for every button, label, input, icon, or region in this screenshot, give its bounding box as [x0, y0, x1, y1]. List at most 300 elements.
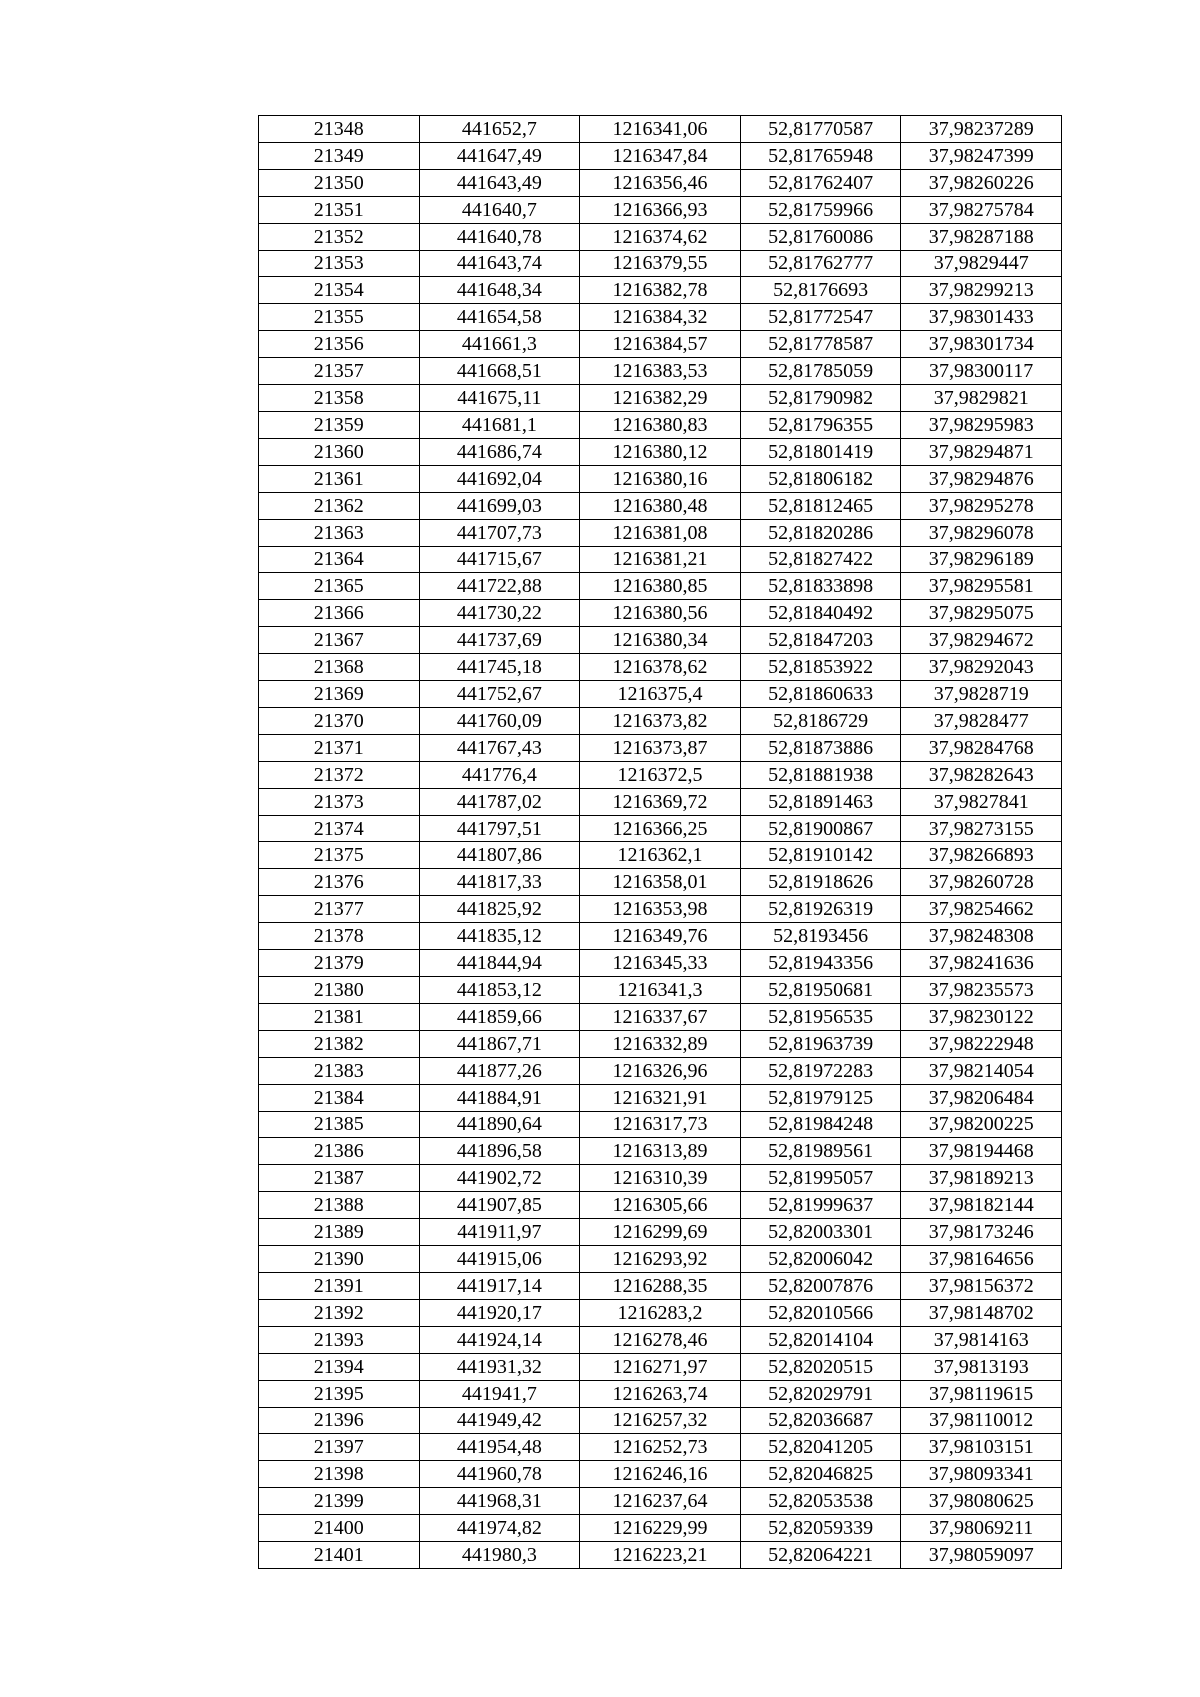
x-coordinate-cell: 441760,09: [419, 707, 580, 734]
y-coordinate-cell: 1216229,99: [580, 1515, 741, 1542]
table-row: [259, 1003, 1062, 1030]
latitude-cell: 52,81963739: [740, 1030, 901, 1057]
latitude-cell: 52,81853922: [740, 654, 901, 681]
latitude-cell: 52,81910142: [740, 842, 901, 869]
y-coordinate-cell: 1216263,74: [580, 1380, 741, 1407]
longitude-cell: 37,98254662: [901, 896, 1062, 923]
x-coordinate-cell: 441643,74: [419, 250, 580, 277]
latitude-cell: 52,81989561: [740, 1138, 901, 1165]
longitude-cell: 37,9828477: [901, 707, 1062, 734]
longitude-cell: 37,98093341: [901, 1461, 1062, 1488]
longitude-cell: 37,9828719: [901, 681, 1062, 708]
latitude-cell: 52,81995057: [740, 1165, 901, 1192]
point-number-cell: 21355: [259, 304, 420, 331]
table-row: [259, 654, 1062, 681]
x-coordinate-cell: 441825,92: [419, 896, 580, 923]
longitude-cell: 37,98301433: [901, 304, 1062, 331]
longitude-cell: 37,98294871: [901, 438, 1062, 465]
latitude-cell: 52,81833898: [740, 573, 901, 600]
table-row: [259, 358, 1062, 385]
table-row: [259, 304, 1062, 331]
table-row: [259, 492, 1062, 519]
longitude-cell: 37,9814163: [901, 1326, 1062, 1353]
point-number-cell: 21384: [259, 1084, 420, 1111]
x-coordinate-cell: 441692,04: [419, 465, 580, 492]
latitude-cell: 52,82007876: [740, 1272, 901, 1299]
x-coordinate-cell: 441730,22: [419, 600, 580, 627]
point-number-cell: 21373: [259, 788, 420, 815]
longitude-cell: 37,98194468: [901, 1138, 1062, 1165]
coordinates-table-body: [259, 116, 1062, 1569]
longitude-cell: 37,98103151: [901, 1434, 1062, 1461]
latitude-cell: 52,81873886: [740, 734, 901, 761]
y-coordinate-cell: 1216246,16: [580, 1461, 741, 1488]
latitude-cell: 52,82059339: [740, 1515, 901, 1542]
longitude-cell: 37,98156372: [901, 1272, 1062, 1299]
latitude-cell: 52,81827422: [740, 546, 901, 573]
point-number-cell: 21360: [259, 438, 420, 465]
table-row: [259, 869, 1062, 896]
table-row: [259, 1192, 1062, 1219]
y-coordinate-cell: 1216332,89: [580, 1030, 741, 1057]
longitude-cell: 37,98296078: [901, 519, 1062, 546]
point-number-cell: 21353: [259, 250, 420, 277]
y-coordinate-cell: 1216317,73: [580, 1111, 741, 1138]
y-coordinate-cell: 1216380,16: [580, 465, 741, 492]
y-coordinate-cell: 1216237,64: [580, 1488, 741, 1515]
longitude-cell: 37,98148702: [901, 1299, 1062, 1326]
x-coordinate-cell: 441980,3: [419, 1542, 580, 1569]
longitude-cell: 37,98275784: [901, 196, 1062, 223]
latitude-cell: 52,81891463: [740, 788, 901, 815]
point-number-cell: 21349: [259, 142, 420, 169]
x-coordinate-cell: 441949,42: [419, 1407, 580, 1434]
latitude-cell: 52,81984248: [740, 1111, 901, 1138]
table-row: [259, 196, 1062, 223]
x-coordinate-cell: 441924,14: [419, 1326, 580, 1353]
x-coordinate-cell: 441974,82: [419, 1515, 580, 1542]
y-coordinate-cell: 1216278,46: [580, 1326, 741, 1353]
y-coordinate-cell: 1216257,32: [580, 1407, 741, 1434]
longitude-cell: 37,98059097: [901, 1542, 1062, 1569]
y-coordinate-cell: 1216378,62: [580, 654, 741, 681]
latitude-cell: 52,81926319: [740, 896, 901, 923]
y-coordinate-cell: 1216380,34: [580, 627, 741, 654]
x-coordinate-cell: 441915,06: [419, 1246, 580, 1273]
y-coordinate-cell: 1216380,83: [580, 411, 741, 438]
point-number-cell: 21352: [259, 223, 420, 250]
table-row: [259, 1057, 1062, 1084]
x-coordinate-cell: 441797,51: [419, 815, 580, 842]
point-number-cell: 21400: [259, 1515, 420, 1542]
point-number-cell: 21361: [259, 465, 420, 492]
point-number-cell: 21389: [259, 1219, 420, 1246]
longitude-cell: 37,9827841: [901, 788, 1062, 815]
x-coordinate-cell: 441745,18: [419, 654, 580, 681]
point-number-cell: 21381: [259, 1003, 420, 1030]
x-coordinate-cell: 441954,48: [419, 1434, 580, 1461]
latitude-cell: 52,81796355: [740, 411, 901, 438]
table-row: [259, 1030, 1062, 1057]
latitude-cell: 52,82036687: [740, 1407, 901, 1434]
point-number-cell: 21385: [259, 1111, 420, 1138]
x-coordinate-cell: 441640,78: [419, 223, 580, 250]
point-number-cell: 21383: [259, 1057, 420, 1084]
point-number-cell: 21354: [259, 277, 420, 304]
coordinates-table: [258, 115, 1062, 1569]
longitude-cell: 37,98206484: [901, 1084, 1062, 1111]
longitude-cell: 37,98119615: [901, 1380, 1062, 1407]
point-number-cell: 21372: [259, 761, 420, 788]
longitude-cell: 37,98295581: [901, 573, 1062, 600]
latitude-cell: 52,82003301: [740, 1219, 901, 1246]
y-coordinate-cell: 1216288,35: [580, 1272, 741, 1299]
point-number-cell: 21398: [259, 1461, 420, 1488]
y-coordinate-cell: 1216373,82: [580, 707, 741, 734]
y-coordinate-cell: 1216366,25: [580, 815, 741, 842]
latitude-cell: 52,81762407: [740, 169, 901, 196]
longitude-cell: 37,98287188: [901, 223, 1062, 250]
latitude-cell: 52,81979125: [740, 1084, 901, 1111]
x-coordinate-cell: 441844,94: [419, 950, 580, 977]
longitude-cell: 37,98260728: [901, 869, 1062, 896]
table-row: [259, 277, 1062, 304]
y-coordinate-cell: 1216356,46: [580, 169, 741, 196]
table-row: [259, 788, 1062, 815]
x-coordinate-cell: 441737,69: [419, 627, 580, 654]
table-row: [259, 169, 1062, 196]
longitude-cell: 37,98294876: [901, 465, 1062, 492]
longitude-cell: 37,9813193: [901, 1353, 1062, 1380]
table-row: [259, 519, 1062, 546]
latitude-cell: 52,81778587: [740, 331, 901, 358]
point-number-cell: 21370: [259, 707, 420, 734]
y-coordinate-cell: 1216381,08: [580, 519, 741, 546]
point-number-cell: 21394: [259, 1353, 420, 1380]
table-row: [259, 1219, 1062, 1246]
table-row: [259, 250, 1062, 277]
point-number-cell: 21357: [259, 358, 420, 385]
latitude-cell: 52,82006042: [740, 1246, 901, 1273]
x-coordinate-cell: 441668,51: [419, 358, 580, 385]
x-coordinate-cell: 441960,78: [419, 1461, 580, 1488]
table-row: [259, 1111, 1062, 1138]
longitude-cell: 37,98110012: [901, 1407, 1062, 1434]
longitude-cell: 37,98294672: [901, 627, 1062, 654]
point-number-cell: 21358: [259, 385, 420, 412]
y-coordinate-cell: 1216383,53: [580, 358, 741, 385]
x-coordinate-cell: 441859,66: [419, 1003, 580, 1030]
table-row: [259, 1461, 1062, 1488]
point-number-cell: 21382: [259, 1030, 420, 1057]
table-row: [259, 681, 1062, 708]
latitude-cell: 52,82029791: [740, 1380, 901, 1407]
y-coordinate-cell: 1216283,2: [580, 1299, 741, 1326]
x-coordinate-cell: 441941,7: [419, 1380, 580, 1407]
x-coordinate-cell: 441661,3: [419, 331, 580, 358]
latitude-cell: 52,81765948: [740, 142, 901, 169]
table-row: [259, 600, 1062, 627]
table-row: [259, 842, 1062, 869]
latitude-cell: 52,81759966: [740, 196, 901, 223]
point-number-cell: 21386: [259, 1138, 420, 1165]
y-coordinate-cell: 1216299,69: [580, 1219, 741, 1246]
table-row: [259, 223, 1062, 250]
y-coordinate-cell: 1216223,21: [580, 1542, 741, 1569]
longitude-cell: 37,98273155: [901, 815, 1062, 842]
latitude-cell: 52,82020515: [740, 1353, 901, 1380]
x-coordinate-cell: 441654,58: [419, 304, 580, 331]
longitude-cell: 37,98295278: [901, 492, 1062, 519]
x-coordinate-cell: 441835,12: [419, 923, 580, 950]
x-coordinate-cell: 441686,74: [419, 438, 580, 465]
y-coordinate-cell: 1216380,12: [580, 438, 741, 465]
x-coordinate-cell: 441817,33: [419, 869, 580, 896]
x-coordinate-cell: 441911,97: [419, 1219, 580, 1246]
x-coordinate-cell: 441767,43: [419, 734, 580, 761]
y-coordinate-cell: 1216341,3: [580, 977, 741, 1004]
y-coordinate-cell: 1216379,55: [580, 250, 741, 277]
point-number-cell: 21348: [259, 116, 420, 143]
longitude-cell: 37,98069211: [901, 1515, 1062, 1542]
point-number-cell: 21371: [259, 734, 420, 761]
x-coordinate-cell: 441890,64: [419, 1111, 580, 1138]
x-coordinate-cell: 441776,4: [419, 761, 580, 788]
y-coordinate-cell: 1216382,29: [580, 385, 741, 412]
latitude-cell: 52,81770587: [740, 116, 901, 143]
point-number-cell: 21375: [259, 842, 420, 869]
point-number-cell: 21387: [259, 1165, 420, 1192]
y-coordinate-cell: 1216380,85: [580, 573, 741, 600]
table-row: [259, 815, 1062, 842]
latitude-cell: 52,8176693: [740, 277, 901, 304]
latitude-cell: 52,81760086: [740, 223, 901, 250]
table-row: [259, 950, 1062, 977]
latitude-cell: 52,81772547: [740, 304, 901, 331]
point-number-cell: 21393: [259, 1326, 420, 1353]
longitude-cell: 37,98235573: [901, 977, 1062, 1004]
y-coordinate-cell: 1216380,48: [580, 492, 741, 519]
latitude-cell: 52,82053538: [740, 1488, 901, 1515]
x-coordinate-cell: 441640,7: [419, 196, 580, 223]
y-coordinate-cell: 1216271,97: [580, 1353, 741, 1380]
table-row: [259, 707, 1062, 734]
x-coordinate-cell: 441920,17: [419, 1299, 580, 1326]
latitude-cell: 52,81918626: [740, 869, 901, 896]
longitude-cell: 37,98080625: [901, 1488, 1062, 1515]
latitude-cell: 52,82041205: [740, 1434, 901, 1461]
latitude-cell: 52,81972283: [740, 1057, 901, 1084]
point-number-cell: 21391: [259, 1272, 420, 1299]
y-coordinate-cell: 1216373,87: [580, 734, 741, 761]
x-coordinate-cell: 441647,49: [419, 142, 580, 169]
x-coordinate-cell: 441931,32: [419, 1353, 580, 1380]
y-coordinate-cell: 1216381,21: [580, 546, 741, 573]
x-coordinate-cell: 441884,91: [419, 1084, 580, 1111]
y-coordinate-cell: 1216337,67: [580, 1003, 741, 1030]
longitude-cell: 37,98301734: [901, 331, 1062, 358]
longitude-cell: 37,98173246: [901, 1219, 1062, 1246]
latitude-cell: 52,8186729: [740, 707, 901, 734]
table-row: [259, 116, 1062, 143]
longitude-cell: 37,98282643: [901, 761, 1062, 788]
table-row: [259, 142, 1062, 169]
y-coordinate-cell: 1216305,66: [580, 1192, 741, 1219]
point-number-cell: 21378: [259, 923, 420, 950]
longitude-cell: 37,98295075: [901, 600, 1062, 627]
y-coordinate-cell: 1216252,73: [580, 1434, 741, 1461]
y-coordinate-cell: 1216375,4: [580, 681, 741, 708]
table-row: [259, 1326, 1062, 1353]
table-row: [259, 923, 1062, 950]
longitude-cell: 37,98241636: [901, 950, 1062, 977]
latitude-cell: 52,81790982: [740, 385, 901, 412]
x-coordinate-cell: 441853,12: [419, 977, 580, 1004]
longitude-cell: 37,98189213: [901, 1165, 1062, 1192]
table-row: [259, 546, 1062, 573]
x-coordinate-cell: 441715,67: [419, 546, 580, 573]
table-row: [259, 977, 1062, 1004]
latitude-cell: 52,81820286: [740, 519, 901, 546]
y-coordinate-cell: 1216384,32: [580, 304, 741, 331]
latitude-cell: 52,81762777: [740, 250, 901, 277]
y-coordinate-cell: 1216341,06: [580, 116, 741, 143]
point-number-cell: 21359: [259, 411, 420, 438]
latitude-cell: 52,81956535: [740, 1003, 901, 1030]
table-row: [259, 465, 1062, 492]
x-coordinate-cell: 441968,31: [419, 1488, 580, 1515]
latitude-cell: 52,8193456: [740, 923, 901, 950]
longitude-cell: 37,98247399: [901, 142, 1062, 169]
table-row: [259, 761, 1062, 788]
latitude-cell: 52,82064221: [740, 1542, 901, 1569]
point-number-cell: 21401: [259, 1542, 420, 1569]
y-coordinate-cell: 1216366,93: [580, 196, 741, 223]
latitude-cell: 52,81860633: [740, 681, 901, 708]
point-number-cell: 21369: [259, 681, 420, 708]
x-coordinate-cell: 441707,73: [419, 519, 580, 546]
point-number-cell: 21351: [259, 196, 420, 223]
point-number-cell: 21362: [259, 492, 420, 519]
x-coordinate-cell: 441648,34: [419, 277, 580, 304]
table-row: [259, 1434, 1062, 1461]
latitude-cell: 52,81999637: [740, 1192, 901, 1219]
y-coordinate-cell: 1216384,57: [580, 331, 741, 358]
table-row: [259, 331, 1062, 358]
point-number-cell: 21388: [259, 1192, 420, 1219]
table-row: [259, 411, 1062, 438]
latitude-cell: 52,81881938: [740, 761, 901, 788]
longitude-cell: 37,98260226: [901, 169, 1062, 196]
table-row: [259, 438, 1062, 465]
longitude-cell: 37,98182144: [901, 1192, 1062, 1219]
latitude-cell: 52,81806182: [740, 465, 901, 492]
latitude-cell: 52,81950681: [740, 977, 901, 1004]
table-row: [259, 896, 1062, 923]
y-coordinate-cell: 1216326,96: [580, 1057, 741, 1084]
latitude-cell: 52,81840492: [740, 600, 901, 627]
y-coordinate-cell: 1216347,84: [580, 142, 741, 169]
point-number-cell: 21350: [259, 169, 420, 196]
x-coordinate-cell: 441675,11: [419, 385, 580, 412]
point-number-cell: 21396: [259, 1407, 420, 1434]
x-coordinate-cell: 441907,85: [419, 1192, 580, 1219]
y-coordinate-cell: 1216362,1: [580, 842, 741, 869]
table-row: [259, 1165, 1062, 1192]
y-coordinate-cell: 1216369,72: [580, 788, 741, 815]
point-number-cell: 21380: [259, 977, 420, 1004]
x-coordinate-cell: 441752,67: [419, 681, 580, 708]
longitude-cell: 37,9829821: [901, 385, 1062, 412]
point-number-cell: 21399: [259, 1488, 420, 1515]
longitude-cell: 37,98230122: [901, 1003, 1062, 1030]
x-coordinate-cell: 441867,71: [419, 1030, 580, 1057]
x-coordinate-cell: 441787,02: [419, 788, 580, 815]
x-coordinate-cell: 441722,88: [419, 573, 580, 600]
y-coordinate-cell: 1216358,01: [580, 869, 741, 896]
point-number-cell: 21397: [259, 1434, 420, 1461]
longitude-cell: 37,98266893: [901, 842, 1062, 869]
y-coordinate-cell: 1216372,5: [580, 761, 741, 788]
longitude-cell: 37,98295983: [901, 411, 1062, 438]
point-number-cell: 21366: [259, 600, 420, 627]
longitude-cell: 37,98296189: [901, 546, 1062, 573]
y-coordinate-cell: 1216382,78: [580, 277, 741, 304]
y-coordinate-cell: 1216293,92: [580, 1246, 741, 1273]
table-row: [259, 385, 1062, 412]
x-coordinate-cell: 441652,7: [419, 116, 580, 143]
longitude-cell: 37,98200225: [901, 1111, 1062, 1138]
x-coordinate-cell: 441699,03: [419, 492, 580, 519]
latitude-cell: 52,81847203: [740, 627, 901, 654]
longitude-cell: 37,98222948: [901, 1030, 1062, 1057]
table-row: [259, 1407, 1062, 1434]
latitude-cell: 52,81785059: [740, 358, 901, 385]
longitude-cell: 37,98164656: [901, 1246, 1062, 1273]
latitude-cell: 52,81801419: [740, 438, 901, 465]
table-row: [259, 1542, 1062, 1569]
point-number-cell: 21379: [259, 950, 420, 977]
point-number-cell: 21374: [259, 815, 420, 842]
table-row: [259, 1246, 1062, 1273]
longitude-cell: 37,98300117: [901, 358, 1062, 385]
latitude-cell: 52,82046825: [740, 1461, 901, 1488]
point-number-cell: 21368: [259, 654, 420, 681]
table-row: [259, 1084, 1062, 1111]
x-coordinate-cell: 441896,58: [419, 1138, 580, 1165]
table-row: [259, 1380, 1062, 1407]
y-coordinate-cell: 1216310,39: [580, 1165, 741, 1192]
point-number-cell: 21365: [259, 573, 420, 600]
longitude-cell: 37,98284768: [901, 734, 1062, 761]
longitude-cell: 37,98214054: [901, 1057, 1062, 1084]
point-number-cell: 21367: [259, 627, 420, 654]
table-row: [259, 1353, 1062, 1380]
longitude-cell: 37,98248308: [901, 923, 1062, 950]
x-coordinate-cell: 441643,49: [419, 169, 580, 196]
table-row: [259, 1299, 1062, 1326]
y-coordinate-cell: 1216321,91: [580, 1084, 741, 1111]
y-coordinate-cell: 1216374,62: [580, 223, 741, 250]
table-row: [259, 573, 1062, 600]
longitude-cell: 37,98292043: [901, 654, 1062, 681]
point-number-cell: 21376: [259, 869, 420, 896]
x-coordinate-cell: 441917,14: [419, 1272, 580, 1299]
latitude-cell: 52,81900867: [740, 815, 901, 842]
table-row: [259, 627, 1062, 654]
latitude-cell: 52,82010566: [740, 1299, 901, 1326]
point-number-cell: 21356: [259, 331, 420, 358]
